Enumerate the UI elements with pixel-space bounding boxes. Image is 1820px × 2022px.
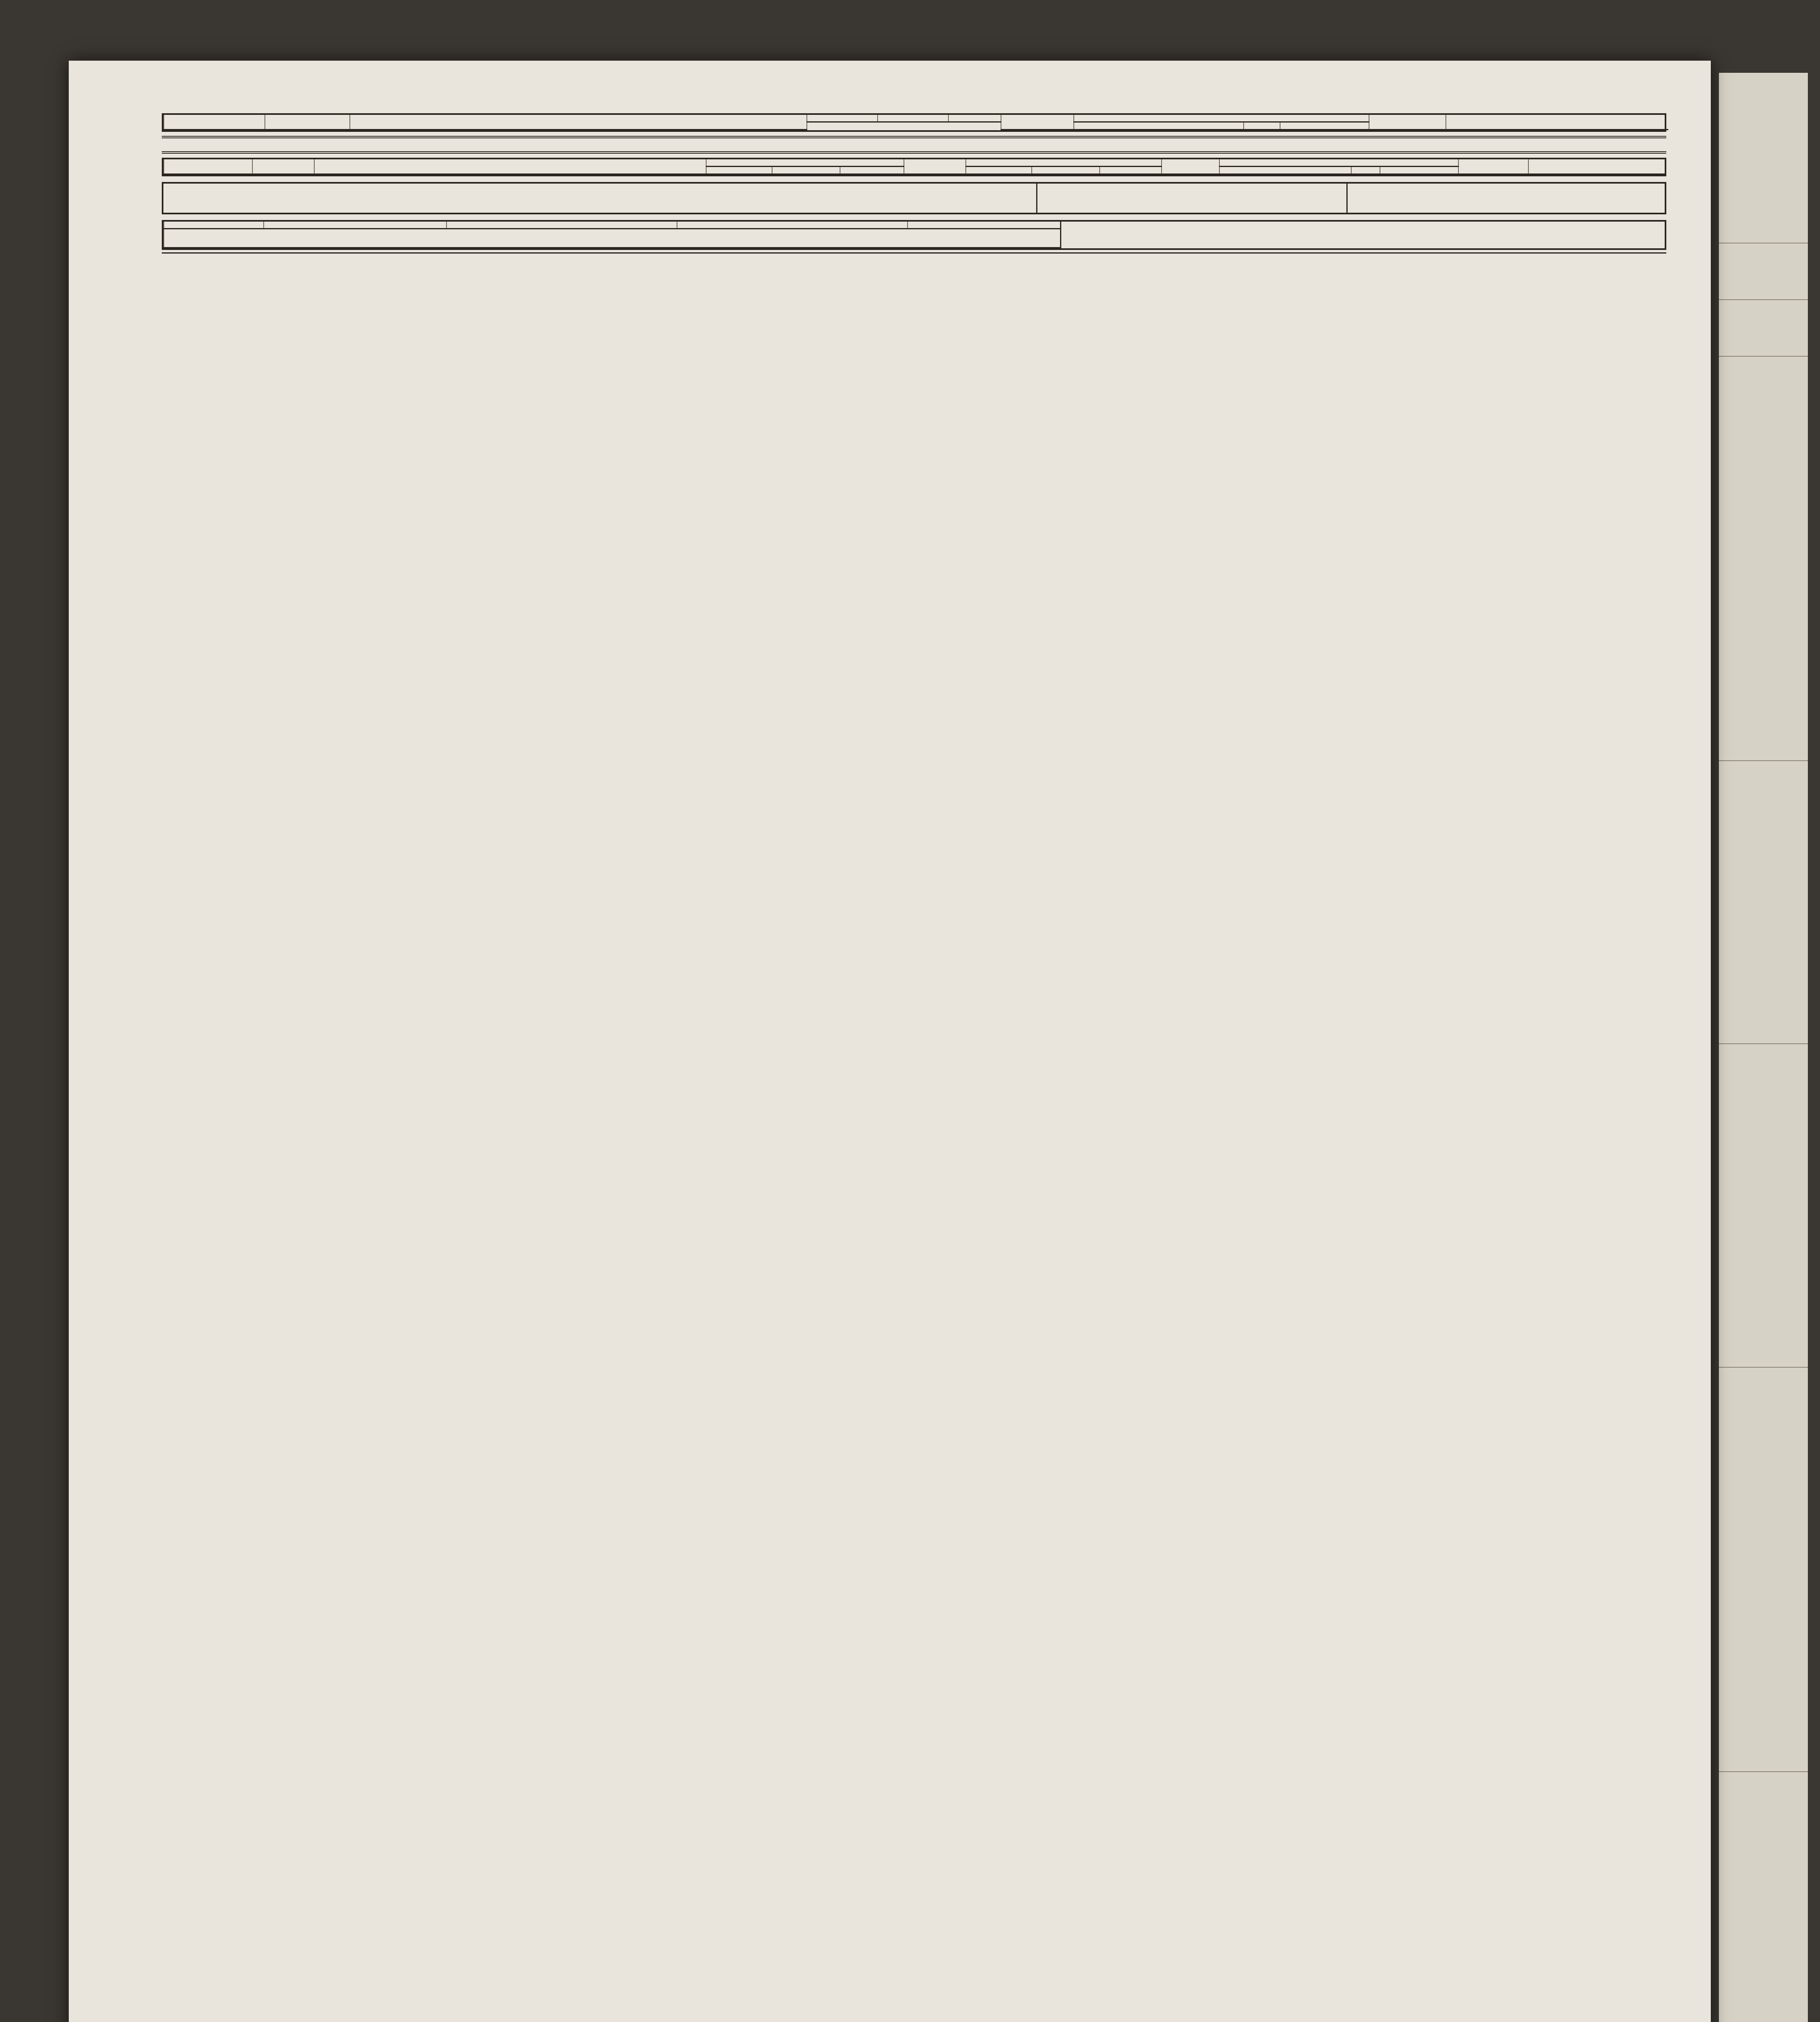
col-nos-mines [1351,167,1380,174]
avis-box [163,184,1037,213]
col-montant-mines [1380,167,1458,174]
col-c-plus-bas [706,167,772,174]
col-revenu [1369,115,1446,130]
col-c-dernier [840,167,904,174]
col-plus-haut [878,115,948,122]
changes-table [163,222,1060,248]
coupons-detaches-box [1037,184,1348,213]
col-designation [350,115,807,130]
col-changes [264,222,447,229]
col-cours-prec [1001,115,1074,130]
vue-title [164,229,1060,248]
changes-box [163,222,1061,248]
col-revenu-mines [1458,159,1528,174]
coupons-header-mines [1219,159,1458,167]
col-u-plus-haut [1032,167,1100,174]
mines-table [163,159,1665,175]
col-valeur [265,115,350,130]
col-u-dernier [1100,167,1162,174]
coupons-annonces-box [1348,184,1665,213]
col-observations [1446,115,1668,130]
membres-box [1061,222,1665,248]
col-designation-mines [314,159,706,174]
col-cours-prec-1 [904,159,966,174]
bottom-row [162,220,1666,250]
section-title [162,136,1666,154]
document-page [69,61,1711,2022]
col-escompte [164,222,264,229]
coupures-header [706,159,904,167]
col-valeur-nom [252,159,314,174]
col-u-plus-bas [966,167,1032,174]
mines-table-container [162,158,1666,176]
col-date-mines [1219,167,1351,174]
col-nos [1244,122,1280,130]
avis-row [162,182,1666,214]
unites-header [966,159,1162,167]
bonds-table [163,115,1668,130]
col-nombre [164,115,265,130]
col-plus-bas [807,115,878,122]
col-papier-court [447,222,677,229]
col-dernier [948,115,1001,122]
col-c-plus-haut [772,167,840,174]
coupons-header [1074,115,1369,122]
adjacent-page-edge [1719,73,1808,2022]
col-montant [1280,122,1369,130]
col-date [1074,122,1244,130]
page-footer [162,252,1666,263]
col-papier-long [677,222,908,229]
col-observations-mines [1528,159,1665,174]
col-capital [164,159,252,174]
col-cours-prec-2 [1162,159,1219,174]
bonds-table-container [162,113,1666,132]
